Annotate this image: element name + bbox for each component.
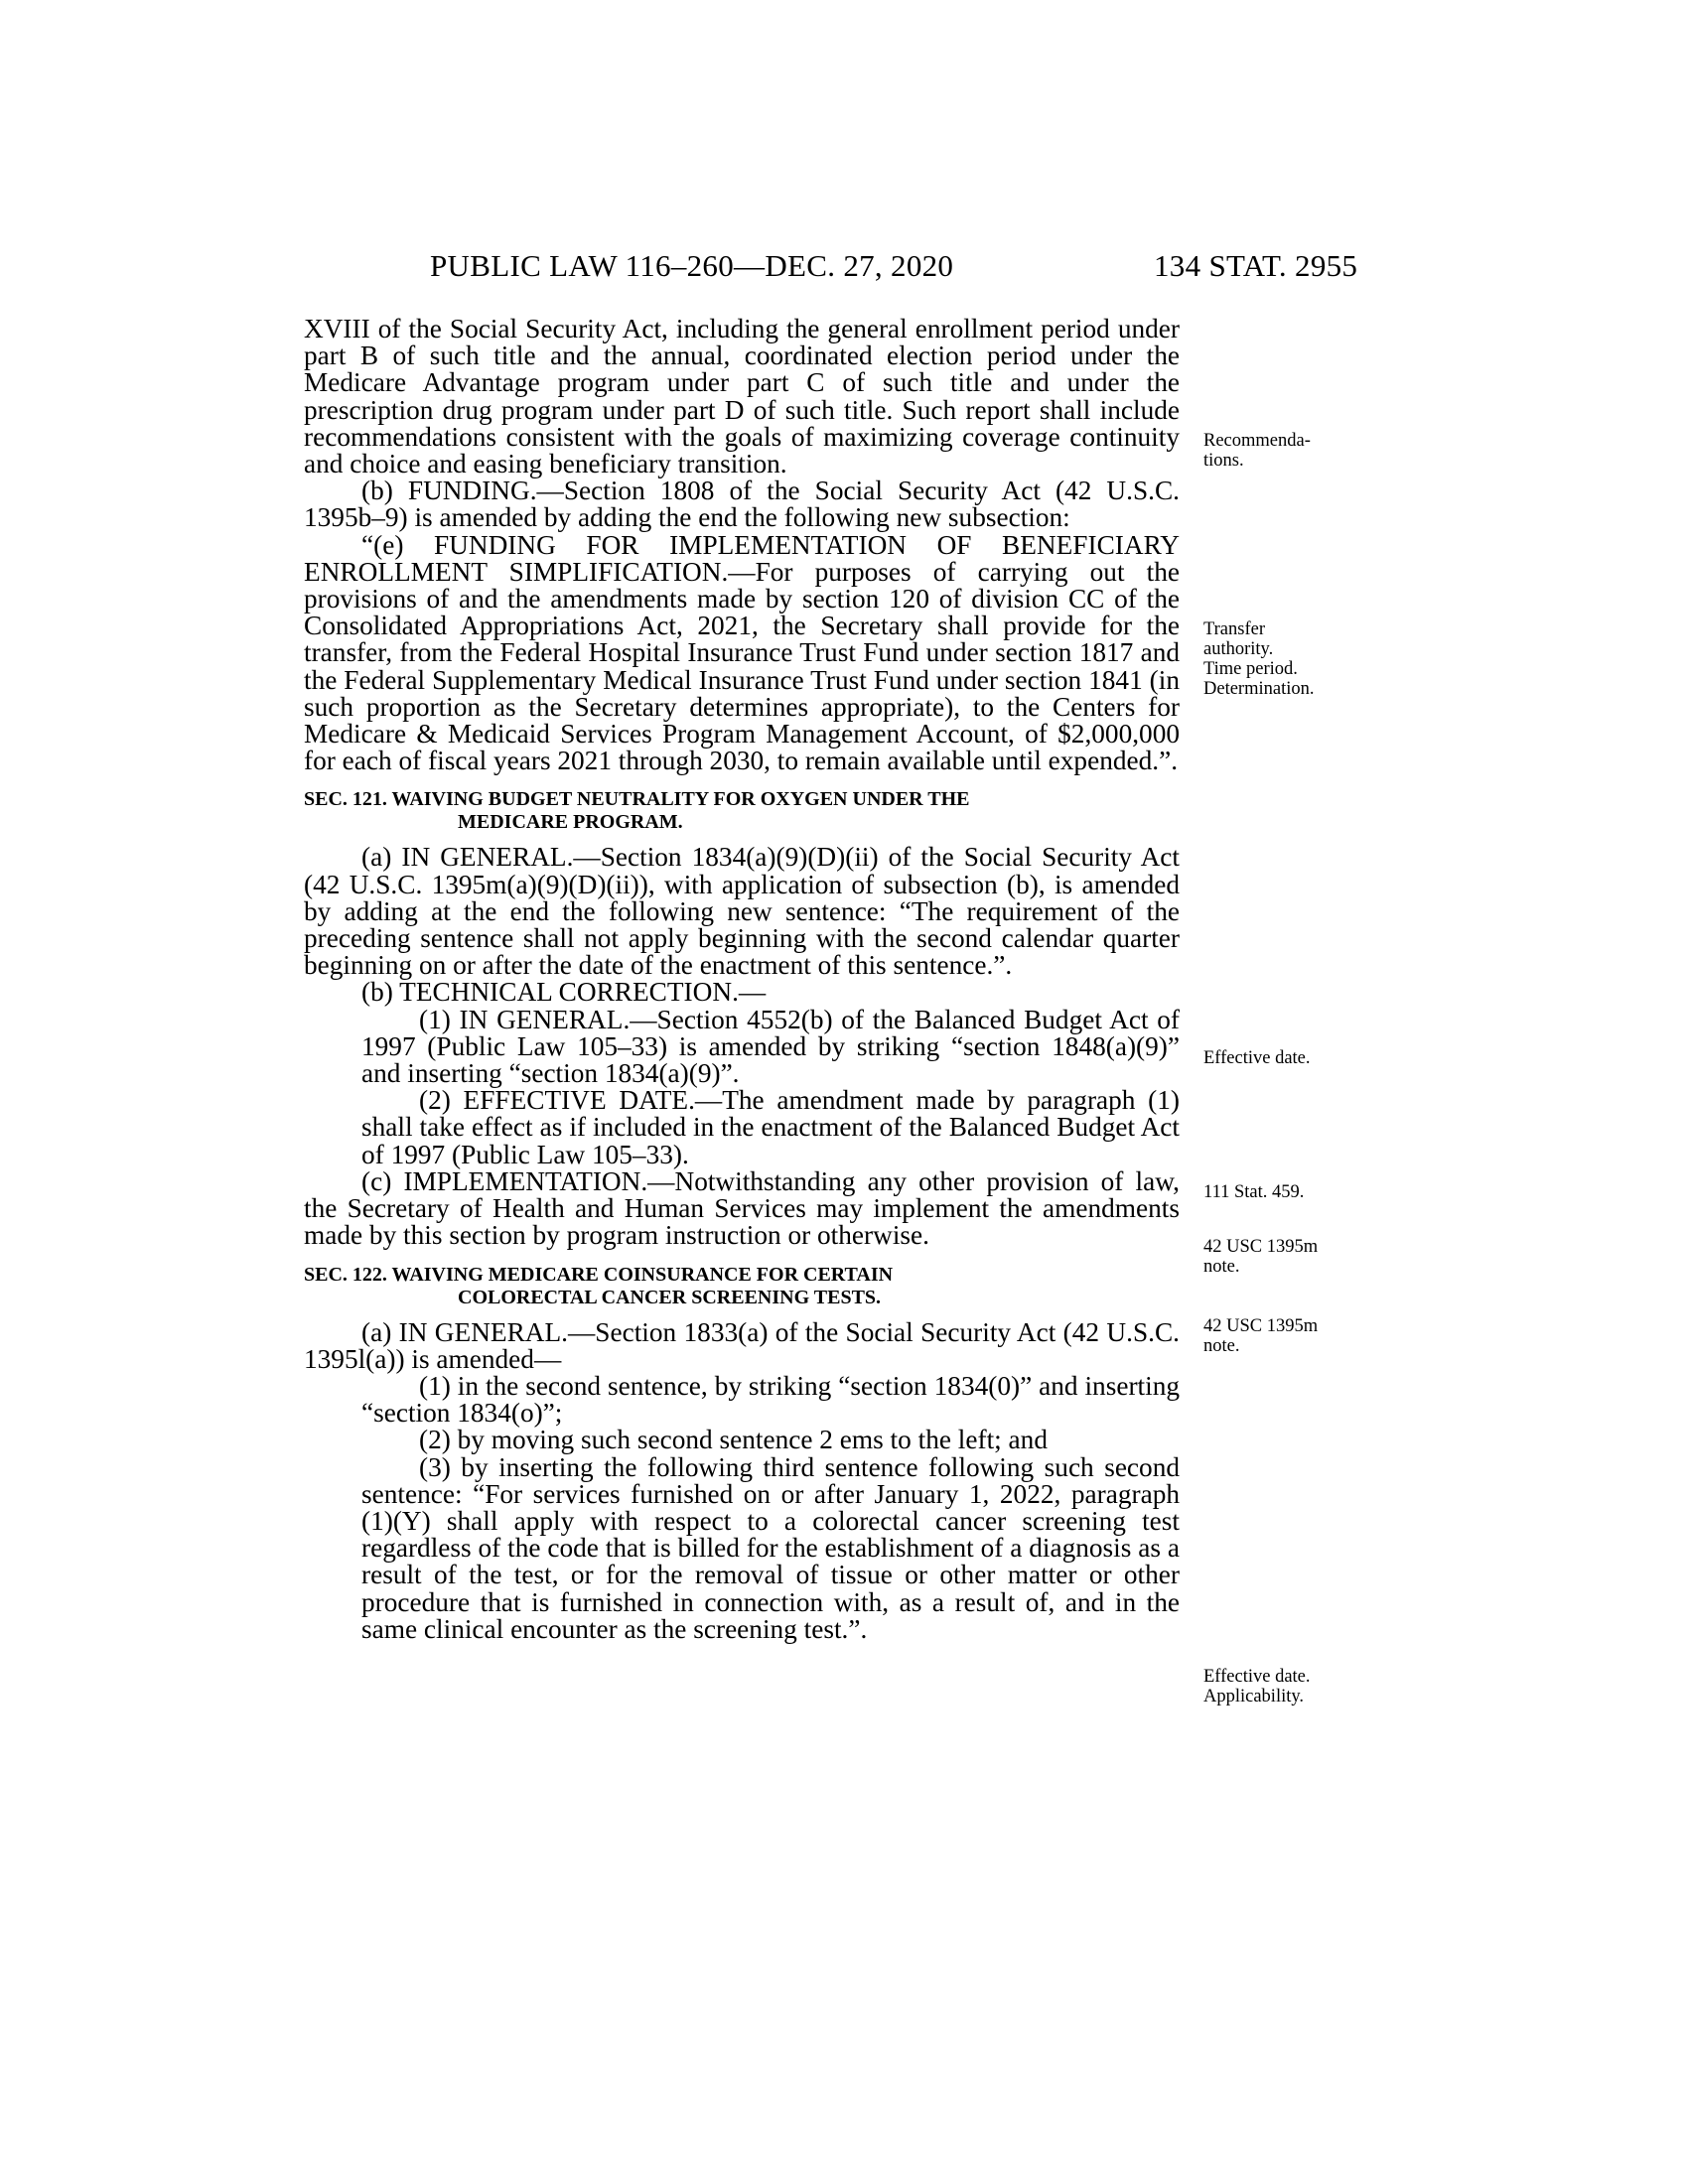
section-122-a: (a) IN GENERAL.—Section 1833(a) of the Social Security Act (42 U.S.C. 1395l(a)) is amended—	[304, 1316, 1180, 1374]
section-121-c: (c) IMPLEMENTATION.—Notwithstanding any other provision of law, the Secretary of Health and Human Services may implement the amendments made by this section by program instruction or otherwise.	[304, 1165, 1180, 1251]
margin-note-effective-date: Effective date.	[1203, 1048, 1311, 1068]
margin-note-usc-1: 42 USC 1395m note.	[1203, 1237, 1319, 1277]
section-121-b-1: (1) IN GENERAL.—Section 4552(b) of the Balanced Budget Act of 1997 (Public Law 105–33) is amended by striking “section 1848(a)(9)” and inserting “section 1834(a)(9)”.	[361, 1004, 1180, 1089]
section-122-heading: SEC. 122. WAIVING MEDICARE COINSURANCE FOR CERTAIN COLORECTAL CANCER SCREENING TESTS.	[304, 1263, 894, 1308]
margin-note-usc-2: 42 USC 1395m note.	[1203, 1316, 1319, 1356]
section-122-a-1: (1) in the second sentence, by striking “section 1834(0)” and inserting “section 1834(o)”;	[361, 1370, 1180, 1429]
section-121-b-2: (2) EFFECTIVE DATE.—The amendment made by paragraph (1) shall take effect as if included in the enactment of the Balanced Budget Act of 1997 (Public Law 105–33).	[361, 1085, 1180, 1169]
paragraph-continued: XVIII of the Social Security Act, including the general enrollment period under part B of such title and the annual, coordinated election period under the Medicare Advantage program under part C of such title and under the prescription drug program under part D of such title. Such report shall include recommendations consistent with the goals of maximizing coverage continuity and choice and easing beneficiary transition.	[304, 314, 1180, 479]
section-121-b: (b) TECHNICAL CORRECTION.—	[361, 977, 767, 1008]
running-head: PUBLIC LAW 116–260—DEC. 27, 2020	[430, 248, 954, 283]
margin-note-applicability: Effective date. Applicability.	[1203, 1667, 1311, 1706]
section-122-a-2: (2) by moving such second sentence 2 ems to the left; and	[419, 1425, 1048, 1455]
subsection-b-funding: (b) FUNDING.—Section 1808 of the Social Security Act (42 U.S.C. 1395b–9) is amended by adding the end the following new subsection:	[304, 476, 1180, 533]
section-121-heading: SEC. 121. WAIVING BUDGET NEUTRALITY FOR OXYGEN UNDER THE MEDICARE PROGRAM.	[304, 788, 970, 834]
section-121-a: (a) IN GENERAL.—Section 1834(a)(9)(D)(ii) of the Social Security Act (42 U.S.C. 1395m(a)(9)(D)(ii)), with application of subsection (b), is amended by adding at the end the following new sentence: “The requirement of the preceding sentence shall not apply beginning with the second calendar quarter beginning on or after the date of the enactment of this sentence.”.	[304, 842, 1180, 981]
section-122-a-3: (3) by inserting the following third sentence following such second sentence: “For services furnished on or after January 1, 2022, paragraph (1)(Y) shall apply with respect to a colorectal cancer screening test regardless of the code that is billed for the establishment of a diagnosis as a result of the test, or for the removal of tissue or other matter or other procedure that is furnished in connection with, as a result of, and in the same clinical encounter as the screening test.”.	[361, 1451, 1180, 1644]
margin-note-transfer-authority: Transfer authority. Time period. Determination.	[1203, 619, 1315, 699]
page-number: 134 STAT. 2955	[1154, 248, 1358, 283]
margin-note-recommendations: Recommenda- tions.	[1203, 431, 1311, 471]
subsection-e-funding: “(e) FUNDING FOR IMPLEMENTATION OF BENEFICIARY ENROLLMENT SIMPLIFICATION.—For purposes of carrying out the provisions of and the amendments made by section 120 of division CC of the Consolidated Appropriations Act, 2021, the Secretary shall provide for the transfer, from the Federal Hospital Insurance Trust Fund under section 1817 and the Federal Supplementary Medical Insurance Trust Fund under section 1841 (in such proportion as the Secretary determines appropriate), to the Centers for Medicare & Medicaid Services Program Management Account, of $2,000,000 for each of fiscal years 2021 through 2030, to remain available until expended.”.	[304, 529, 1181, 776]
margin-note-statute: 111 Stat. 459.	[1203, 1182, 1305, 1202]
main-text	[304, 316, 1180, 1643]
